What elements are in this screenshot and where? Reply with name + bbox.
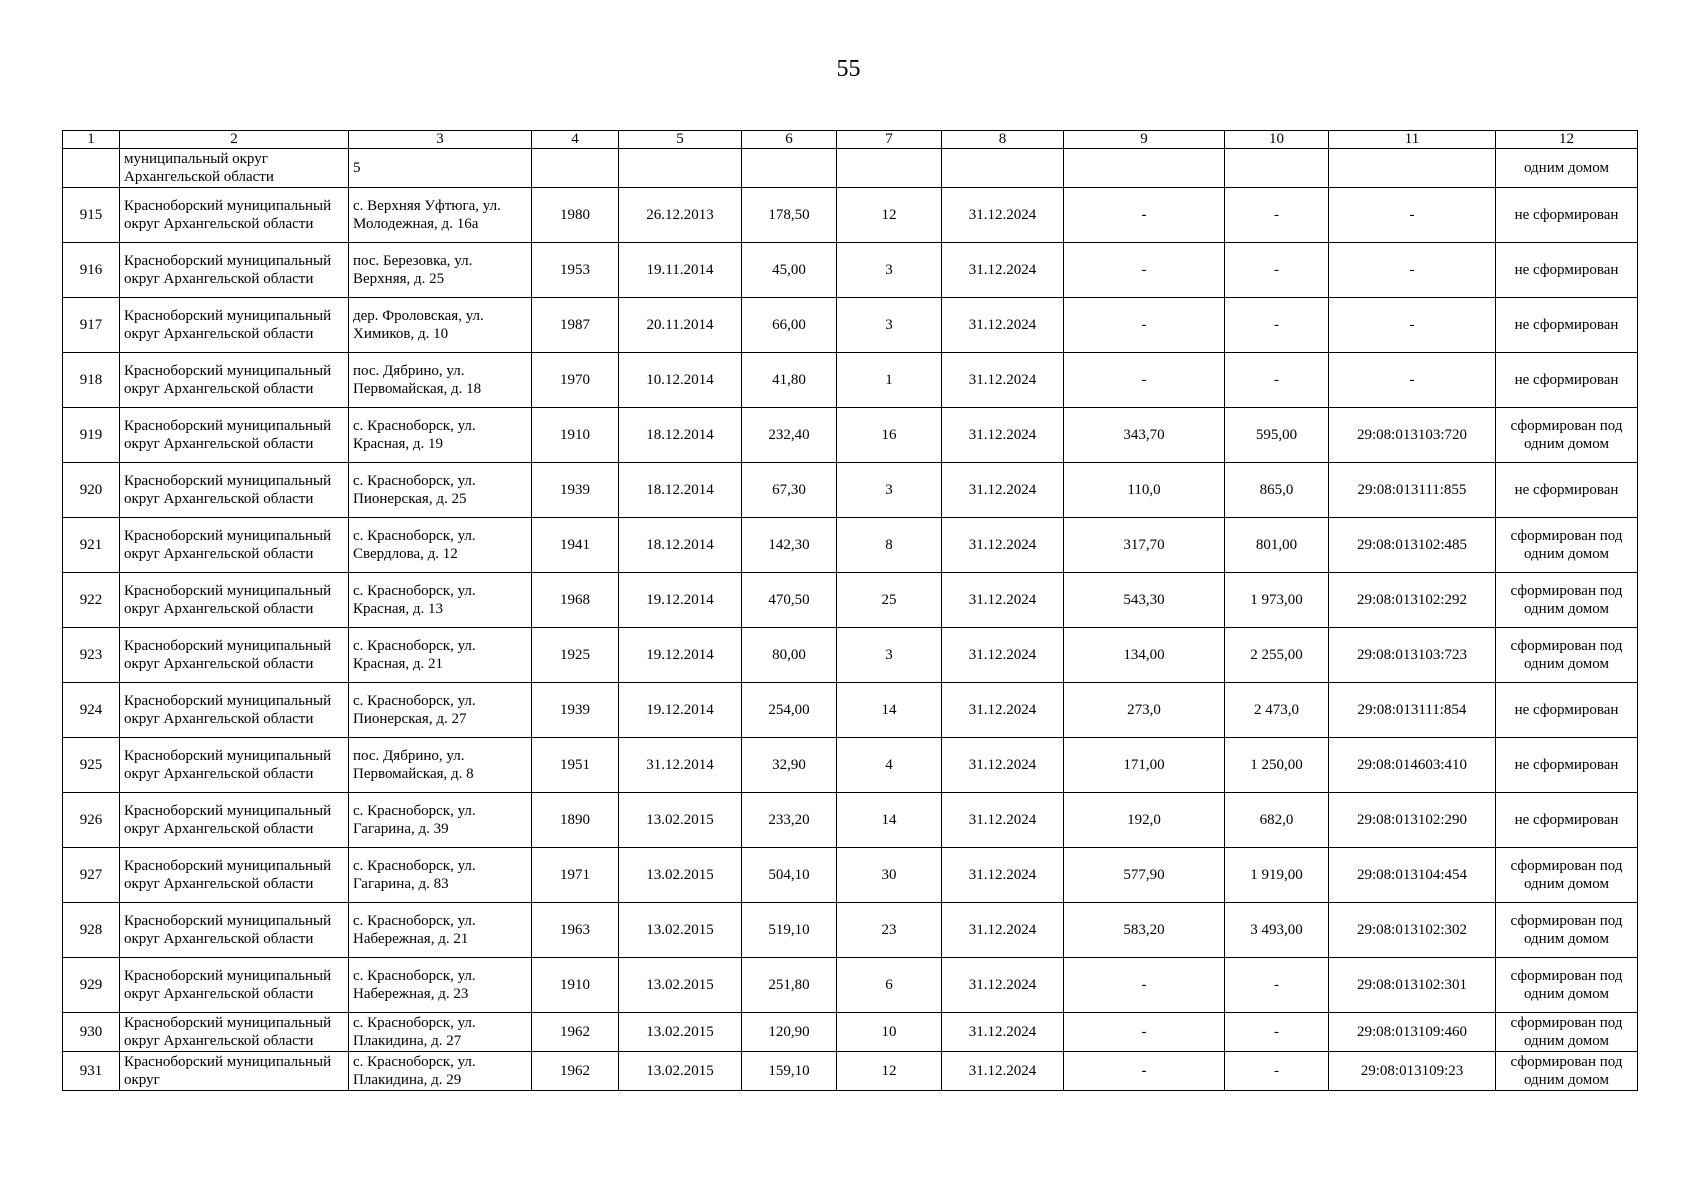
deadline-cell: 31.12.2024 xyxy=(942,738,1064,793)
table-row xyxy=(63,573,1638,628)
address-cell: с. Красноборск, ул. Гагарина, д. 83 xyxy=(349,848,532,903)
date-cell: 20.11.2014 xyxy=(619,298,742,353)
municipality-cell: Красноборский муниципальный округ Архангельской области xyxy=(120,958,349,1013)
address-cell: с. Верхняя Уфтюга, ул. Молодежная, д. 16а xyxy=(349,188,532,243)
cadastral-cell: 29:08:013111:854 xyxy=(1329,683,1496,738)
year-cell: 1890 xyxy=(532,793,619,848)
table-row xyxy=(63,1013,1638,1052)
residents-cell: 10 xyxy=(837,1013,942,1052)
row-number-cell: 919 xyxy=(63,408,120,463)
residents-cell: 12 xyxy=(837,1052,942,1091)
year-cell: 1962 xyxy=(532,1013,619,1052)
date-cell: 18.12.2014 xyxy=(619,408,742,463)
area-cell: 178,50 xyxy=(742,188,837,243)
municipality-cell: Красноборский муниципальный округ Архангельской области xyxy=(120,573,349,628)
year-cell: 1910 xyxy=(532,958,619,1013)
municipality-cell: муниципальный округ Архангельской области xyxy=(120,149,349,188)
date-cell xyxy=(619,149,742,188)
date-cell: 19.11.2014 xyxy=(619,243,742,298)
residents-cell: 1 xyxy=(837,353,942,408)
page-number: 55 xyxy=(836,56,861,82)
area-cell: 232,40 xyxy=(742,408,837,463)
year-cell: 1980 xyxy=(532,188,619,243)
cadastral-cell: 29:08:013102:301 xyxy=(1329,958,1496,1013)
col10-cell: - xyxy=(1225,1052,1329,1091)
row-number-cell: 915 xyxy=(63,188,120,243)
address-cell: с. Красноборск, ул. Свердлова, д. 12 xyxy=(349,518,532,573)
col10-cell: - xyxy=(1225,298,1329,353)
row-number-cell: 930 xyxy=(63,1013,120,1052)
address-cell: пос. Дябрино, ул. Первомайская, д. 8 xyxy=(349,738,532,793)
column-header: 7 xyxy=(837,131,942,149)
table-row xyxy=(63,793,1638,848)
residents-cell: 3 xyxy=(837,463,942,518)
status-cell: сформирован под одним домом xyxy=(1496,408,1638,463)
status-cell: сформирован под одним домом xyxy=(1496,518,1638,573)
date-cell: 19.12.2014 xyxy=(619,573,742,628)
column-header: 3 xyxy=(349,131,532,149)
col9-cell: 134,00 xyxy=(1064,628,1225,683)
col9-cell: 171,00 xyxy=(1064,738,1225,793)
status-cell: сформирован под одним домом xyxy=(1496,573,1638,628)
col9-cell: 192,0 xyxy=(1064,793,1225,848)
address-cell: с. Красноборск, ул. Красная, д. 19 xyxy=(349,408,532,463)
date-cell: 18.12.2014 xyxy=(619,463,742,518)
column-header: 12 xyxy=(1496,131,1638,149)
table-row xyxy=(63,903,1638,958)
column-header: 6 xyxy=(742,131,837,149)
col9-cell: - xyxy=(1064,353,1225,408)
row-number-cell: 917 xyxy=(63,298,120,353)
col9-cell: - xyxy=(1064,298,1225,353)
deadline-cell: 31.12.2024 xyxy=(942,1052,1064,1091)
table-row xyxy=(63,188,1638,243)
date-cell: 31.12.2014 xyxy=(619,738,742,793)
address-cell: с. Красноборск, ул. Пионерская, д. 27 xyxy=(349,683,532,738)
table-row xyxy=(63,408,1638,463)
col9-cell: 577,90 xyxy=(1064,848,1225,903)
status-cell: не сформирован xyxy=(1496,243,1638,298)
table-row xyxy=(63,848,1638,903)
deadline-cell: 31.12.2024 xyxy=(942,793,1064,848)
status-cell: одним домом xyxy=(1496,149,1638,188)
col10-cell: - xyxy=(1225,958,1329,1013)
row-number-cell: 929 xyxy=(63,958,120,1013)
cadastral-cell: 29:08:013102:292 xyxy=(1329,573,1496,628)
table-row xyxy=(63,738,1638,793)
col9-cell: - xyxy=(1064,243,1225,298)
status-cell: не сформирован xyxy=(1496,683,1638,738)
cadastral-cell: 29:08:013102:485 xyxy=(1329,518,1496,573)
year-cell: 1910 xyxy=(532,408,619,463)
area-cell: 251,80 xyxy=(742,958,837,1013)
column-header: 8 xyxy=(942,131,1064,149)
row-number-cell: 925 xyxy=(63,738,120,793)
area-cell: 67,30 xyxy=(742,463,837,518)
address-cell: с. Красноборск, ул. Плакидина, д. 29 xyxy=(349,1052,532,1091)
column-header: 1 xyxy=(63,131,120,149)
cadastral-cell: 29:08:013102:302 xyxy=(1329,903,1496,958)
residents-cell: 30 xyxy=(837,848,942,903)
residents-cell: 14 xyxy=(837,683,942,738)
municipality-cell: Красноборский муниципальный округ xyxy=(120,1052,349,1091)
residents-cell: 16 xyxy=(837,408,942,463)
col10-cell: 1 973,00 xyxy=(1225,573,1329,628)
residents-cell: 4 xyxy=(837,738,942,793)
deadline-cell: 31.12.2024 xyxy=(942,573,1064,628)
year-cell: 1963 xyxy=(532,903,619,958)
address-cell: пос. Дябрино, ул. Первомайская, д. 18 xyxy=(349,353,532,408)
area-cell: 470,50 xyxy=(742,573,837,628)
col10-cell: - xyxy=(1225,1013,1329,1052)
area-cell xyxy=(742,149,837,188)
date-cell: 18.12.2014 xyxy=(619,518,742,573)
deadline-cell: 31.12.2024 xyxy=(942,848,1064,903)
residents-cell: 3 xyxy=(837,628,942,683)
area-cell: 80,00 xyxy=(742,628,837,683)
year-cell: 1953 xyxy=(532,243,619,298)
table-row xyxy=(63,243,1638,298)
cadastral-cell: 29:08:013102:290 xyxy=(1329,793,1496,848)
row-number-cell: 918 xyxy=(63,353,120,408)
address-cell: с. Красноборск, ул. Набережная, д. 21 xyxy=(349,903,532,958)
residents-cell: 12 xyxy=(837,188,942,243)
column-header: 11 xyxy=(1329,131,1496,149)
residents-cell: 25 xyxy=(837,573,942,628)
area-cell: 142,30 xyxy=(742,518,837,573)
continuation-row xyxy=(63,149,1638,188)
deadline-cell: 31.12.2024 xyxy=(942,903,1064,958)
residents-cell xyxy=(837,149,942,188)
col10-cell: 595,00 xyxy=(1225,408,1329,463)
status-cell: не сформирован xyxy=(1496,793,1638,848)
area-cell: 41,80 xyxy=(742,353,837,408)
column-header: 10 xyxy=(1225,131,1329,149)
status-cell: не сформирован xyxy=(1496,738,1638,793)
col9-cell: - xyxy=(1064,188,1225,243)
cadastral-cell: 29:08:013103:723 xyxy=(1329,628,1496,683)
date-cell: 13.02.2015 xyxy=(619,903,742,958)
residents-cell: 8 xyxy=(837,518,942,573)
col9-cell: 343,70 xyxy=(1064,408,1225,463)
col10-cell: - xyxy=(1225,188,1329,243)
residents-cell: 3 xyxy=(837,298,942,353)
area-cell: 45,00 xyxy=(742,243,837,298)
municipality-cell: Красноборский муниципальный округ Архангельской области xyxy=(120,848,349,903)
cadastral-cell: 29:08:013111:855 xyxy=(1329,463,1496,518)
table-row xyxy=(63,683,1638,738)
address-cell: с. Красноборск, ул. Набережная, д. 23 xyxy=(349,958,532,1013)
address-cell: пос. Березовка, ул. Верхняя, д. 25 xyxy=(349,243,532,298)
deadline-cell: 31.12.2024 xyxy=(942,683,1064,738)
area-cell: 32,90 xyxy=(742,738,837,793)
residents-cell: 23 xyxy=(837,903,942,958)
municipality-cell: Красноборский муниципальный округ Архангельской области xyxy=(120,408,349,463)
residents-cell: 6 xyxy=(837,958,942,1013)
municipality-cell: Красноборский муниципальный округ Архангельской области xyxy=(120,903,349,958)
row-number-cell: 924 xyxy=(63,683,120,738)
cadastral-cell: - xyxy=(1329,188,1496,243)
housing-registry-table xyxy=(62,130,1638,1091)
municipality-cell: Красноборский муниципальный округ Архангельской области xyxy=(120,188,349,243)
row-number-cell: 926 xyxy=(63,793,120,848)
row-number-cell: 922 xyxy=(63,573,120,628)
row-number-cell: 927 xyxy=(63,848,120,903)
table-row xyxy=(63,518,1638,573)
cadastral-cell: 29:08:013103:720 xyxy=(1329,408,1496,463)
column-number-row xyxy=(63,131,1638,149)
status-cell: не сформирован xyxy=(1496,353,1638,408)
year-cell: 1987 xyxy=(532,298,619,353)
col10-cell: 865,0 xyxy=(1225,463,1329,518)
status-cell: не сформирован xyxy=(1496,188,1638,243)
date-cell: 19.12.2014 xyxy=(619,683,742,738)
municipality-cell: Красноборский муниципальный округ Архангельской области xyxy=(120,463,349,518)
status-cell: сформирован под одним домом xyxy=(1496,1013,1638,1052)
address-cell: дер. Фроловская, ул. Химиков, д. 10 xyxy=(349,298,532,353)
cadastral-cell: 29:08:013109:460 xyxy=(1329,1013,1496,1052)
municipality-cell: Красноборский муниципальный округ Архангельской области xyxy=(120,683,349,738)
row-number-cell xyxy=(63,149,120,188)
col10-cell: 682,0 xyxy=(1225,793,1329,848)
date-cell: 13.02.2015 xyxy=(619,1013,742,1052)
municipality-cell: Красноборский муниципальный округ Архангельской области xyxy=(120,353,349,408)
row-number-cell: 931 xyxy=(63,1052,120,1091)
cadastral-cell: - xyxy=(1329,298,1496,353)
date-cell: 10.12.2014 xyxy=(619,353,742,408)
deadline-cell: 31.12.2024 xyxy=(942,1013,1064,1052)
table-row xyxy=(63,463,1638,518)
year-cell: 1971 xyxy=(532,848,619,903)
area-cell: 519,10 xyxy=(742,903,837,958)
status-cell: не сформирован xyxy=(1496,298,1638,353)
deadline-cell: 31.12.2024 xyxy=(942,958,1064,1013)
col10-cell: 1 919,00 xyxy=(1225,848,1329,903)
address-cell: с. Красноборск, ул. Гагарина, д. 39 xyxy=(349,793,532,848)
col9-cell xyxy=(1064,149,1225,188)
col9-cell: - xyxy=(1064,1052,1225,1091)
address-cell: с. Красноборск, ул. Плакидина, д. 27 xyxy=(349,1013,532,1052)
area-cell: 159,10 xyxy=(742,1052,837,1091)
col10-cell: 2 255,00 xyxy=(1225,628,1329,683)
cadastral-cell: 29:08:013109:23 xyxy=(1329,1052,1496,1091)
residents-cell: 14 xyxy=(837,793,942,848)
date-cell: 13.02.2015 xyxy=(619,793,742,848)
municipality-cell: Красноборский муниципальный округ Архангельской области xyxy=(120,793,349,848)
date-cell: 13.02.2015 xyxy=(619,848,742,903)
row-number-cell: 916 xyxy=(63,243,120,298)
col9-cell: - xyxy=(1064,958,1225,1013)
deadline-cell: 31.12.2024 xyxy=(942,463,1064,518)
year-cell xyxy=(532,149,619,188)
municipality-cell: Красноборский муниципальный округ Архангельской области xyxy=(120,1013,349,1052)
row-number-cell: 921 xyxy=(63,518,120,573)
col10-cell: - xyxy=(1225,243,1329,298)
area-cell: 66,00 xyxy=(742,298,837,353)
deadline-cell: 31.12.2024 xyxy=(942,408,1064,463)
year-cell: 1941 xyxy=(532,518,619,573)
date-cell: 13.02.2015 xyxy=(619,958,742,1013)
year-cell: 1968 xyxy=(532,573,619,628)
municipality-cell: Красноборский муниципальный округ Архангельской области xyxy=(120,738,349,793)
year-cell: 1951 xyxy=(532,738,619,793)
row-number-cell: 923 xyxy=(63,628,120,683)
col9-cell: - xyxy=(1064,1013,1225,1052)
col10-cell: 801,00 xyxy=(1225,518,1329,573)
cadastral-cell xyxy=(1329,149,1496,188)
address-cell: с. Красноборск, ул. Пионерская, д. 25 xyxy=(349,463,532,518)
row-number-cell: 920 xyxy=(63,463,120,518)
address-cell: с. Красноборск, ул. Красная, д. 21 xyxy=(349,628,532,683)
table-row xyxy=(63,298,1638,353)
area-cell: 504,10 xyxy=(742,848,837,903)
table-row xyxy=(63,1052,1638,1091)
year-cell: 1962 xyxy=(532,1052,619,1091)
year-cell: 1970 xyxy=(532,353,619,408)
address-cell: с. Красноборск, ул. Красная, д. 13 xyxy=(349,573,532,628)
deadline-cell: 31.12.2024 xyxy=(942,188,1064,243)
area-cell: 233,20 xyxy=(742,793,837,848)
status-cell: не сформирован xyxy=(1496,463,1638,518)
column-header: 5 xyxy=(619,131,742,149)
cadastral-cell: 29:08:013104:454 xyxy=(1329,848,1496,903)
municipality-cell: Красноборский муниципальный округ Архангельской области xyxy=(120,628,349,683)
deadline-cell: 31.12.2024 xyxy=(942,353,1064,408)
col10-cell: - xyxy=(1225,353,1329,408)
col10-cell: 1 250,00 xyxy=(1225,738,1329,793)
col9-cell: 317,70 xyxy=(1064,518,1225,573)
date-cell: 26.12.2013 xyxy=(619,188,742,243)
year-cell: 1939 xyxy=(532,683,619,738)
deadline-cell: 31.12.2024 xyxy=(942,518,1064,573)
col9-cell: 583,20 xyxy=(1064,903,1225,958)
date-cell: 19.12.2014 xyxy=(619,628,742,683)
area-cell: 254,00 xyxy=(742,683,837,738)
col9-cell: 273,0 xyxy=(1064,683,1225,738)
status-cell: сформирован под одним домом xyxy=(1496,1052,1638,1091)
year-cell: 1939 xyxy=(532,463,619,518)
deadline-cell xyxy=(942,149,1064,188)
status-cell: сформирован под одним домом xyxy=(1496,958,1638,1013)
col9-cell: 543,30 xyxy=(1064,573,1225,628)
table-row xyxy=(63,958,1638,1013)
municipality-cell: Красноборский муниципальный округ Архангельской области xyxy=(120,518,349,573)
table-row xyxy=(63,353,1638,408)
row-number-cell: 928 xyxy=(63,903,120,958)
status-cell: сформирован под одним домом xyxy=(1496,628,1638,683)
area-cell: 120,90 xyxy=(742,1013,837,1052)
col10-cell: 3 493,00 xyxy=(1225,903,1329,958)
deadline-cell: 31.12.2024 xyxy=(942,298,1064,353)
residents-cell: 3 xyxy=(837,243,942,298)
status-cell: сформирован под одним домом xyxy=(1496,848,1638,903)
address-cell: 5 xyxy=(349,149,532,188)
col10-cell xyxy=(1225,149,1329,188)
status-cell: сформирован под одним домом xyxy=(1496,903,1638,958)
municipality-cell: Красноборский муниципальный округ Архангельской области xyxy=(120,243,349,298)
municipality-cell: Красноборский муниципальный округ Архангельской области xyxy=(120,298,349,353)
date-cell: 13.02.2015 xyxy=(619,1052,742,1091)
col9-cell: 110,0 xyxy=(1064,463,1225,518)
col10-cell: 2 473,0 xyxy=(1225,683,1329,738)
table-row xyxy=(63,628,1638,683)
column-header: 4 xyxy=(532,131,619,149)
column-header: 2 xyxy=(120,131,349,149)
deadline-cell: 31.12.2024 xyxy=(942,628,1064,683)
cadastral-cell: 29:08:014603:410 xyxy=(1329,738,1496,793)
year-cell: 1925 xyxy=(532,628,619,683)
cadastral-cell: - xyxy=(1329,353,1496,408)
column-header: 9 xyxy=(1064,131,1225,149)
cadastral-cell: - xyxy=(1329,243,1496,298)
deadline-cell: 31.12.2024 xyxy=(942,243,1064,298)
